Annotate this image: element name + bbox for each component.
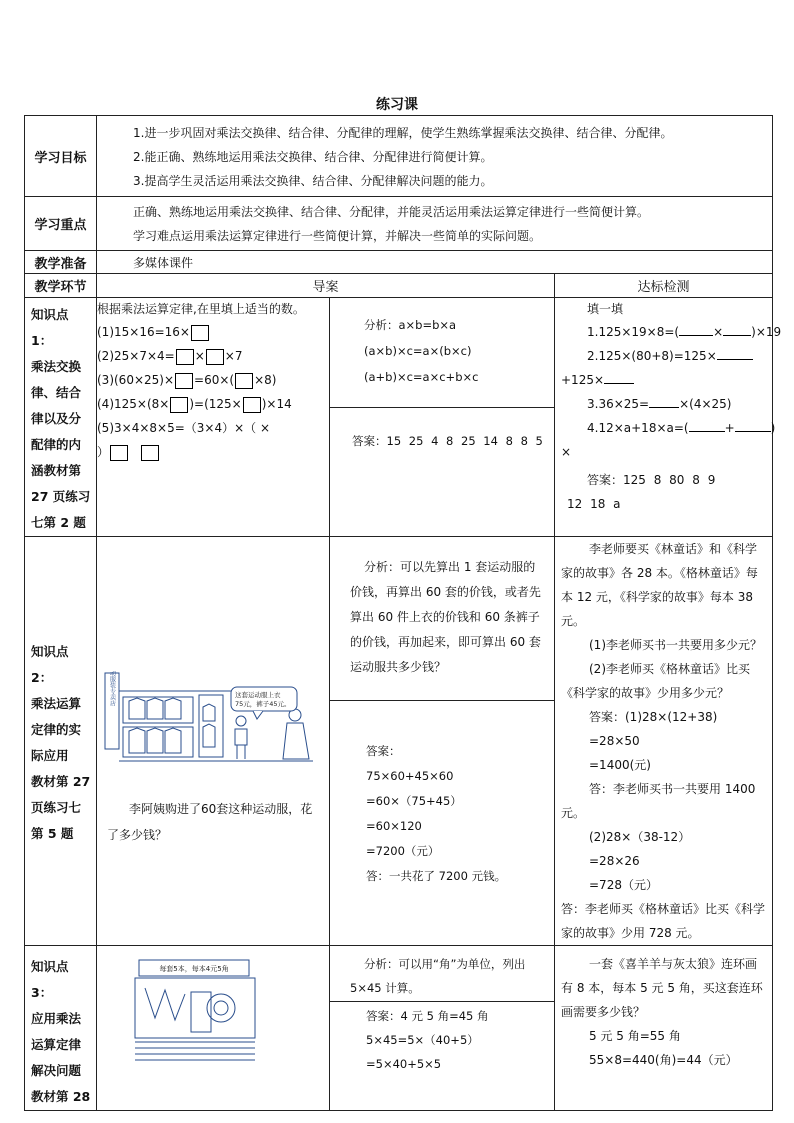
k2-check-answer: 答案：(1)28×(12+38) <box>589 710 718 724</box>
knowledge-point-2 <box>25 537 773 946</box>
page-title: 练习课 <box>376 97 418 113</box>
focus-label: 学习重点 <box>25 197 97 251</box>
k2-analysis: 分析：可以先算出 1 套运动服的价钱，再算出 60 套的价钱，或者先算出 60 件上衣的价钱和 60 条裤子的价钱，再加起来，即可算出 60 套运动服共多少钱？ <box>330 537 554 701</box>
k3-guide <box>330 946 555 1111</box>
k2-exercise <box>97 537 330 946</box>
k3-analysis: 分析：可以用“角”为单位，列出 5×45 计算。 <box>330 946 554 1002</box>
k3-check-answer: 5 元 5 角=55 角 <box>589 1029 681 1043</box>
k1-check: 填一填 1.125×19×8=( × )×19 2.125×(80+8)=125× +125× 3.36×25= ×(4×25) 4.12×a+18×a=( + ) × 答案：125 8 80 8 9 12 18 a <box>555 298 773 537</box>
prep-row <box>25 251 773 274</box>
k3-answer: 答案：4 元 5 角=45 角 5×45=5×（40+5） =5×40+5×5 <box>366 1009 489 1071</box>
shop-sign: 运动服装专卖店 <box>108 670 116 706</box>
k2-question: 李阿姨购进了60套这种运动服，花了多少钱？ <box>107 801 313 842</box>
answer-box[interactable] <box>176 349 194 365</box>
sports-shop-image <box>103 671 321 767</box>
answer-box[interactable] <box>141 445 159 461</box>
k1-label: 知识点 1： 乘法交换 律、结合 律以及分 配律的内 涵教材第 27 页练习 七第 2 题 <box>25 298 97 537</box>
k1-guide: 分析：a×b=b×a (a×b)×c=a×(b×c) (a+b)×c=a×c+b×c 答案：15 25 4 8 25 14 8 8 5 <box>330 298 555 537</box>
lesson-table <box>24 115 782 1111</box>
focus-row <box>25 197 773 251</box>
header-check: 达标检测 <box>555 274 773 298</box>
goal-item-2: 2.能正确、熟练地运用乘法交换律、结合律、分配律进行简便计算。 <box>133 150 493 164</box>
k1-exercise: 根据乘法运算定律,在里填上适当的数。 (1)15×16=16× (2)25×7×4= × ×7 (3)(60×25)× =60×( ×8) (4)125×(8× )=(125× )×14 (5)3×4×8×5=（3×4）×（ × ） <box>97 298 330 537</box>
k3-exercise <box>97 946 330 1111</box>
answer-box[interactable] <box>235 373 253 389</box>
prep-label: 教学准备 <box>25 251 97 274</box>
comic-stand-image <box>131 952 261 1064</box>
answer-box[interactable] <box>110 445 128 461</box>
check-title: 填一填 <box>587 302 624 316</box>
knowledge-point-1 <box>25 298 773 537</box>
knowledge-point-3 <box>25 946 773 1111</box>
k1-intro: 根据乘法运算定律,在里填上适当的数。 <box>97 302 305 316</box>
answer-box[interactable] <box>206 349 224 365</box>
bubble-line-1: 这套运动服上衣 <box>235 690 281 699</box>
focus-item-2: 学习难点运用乘法运算定律进行一些简便计算，并解决一些简单的实际问题。 <box>133 228 542 243</box>
k3-check: 一套《喜羊羊与灰太狼》连环画有 8 本，每本 5 元 5 角，买这套连环画需要多少钱？ 5 元 5 角=55 角 55×8=440(角)=44（元） <box>555 946 773 1111</box>
comic-sign: 每套5本，每本4元5角 <box>159 965 229 973</box>
header-guide: 导案 <box>97 274 555 298</box>
header-stage: 教学环节 <box>25 274 97 298</box>
k2-check-text: 李老师要买《林童话》和《科学家的故事》各 28 本。《格林童话》每本 12 元，《科学家的故事》每本 38 元。 <box>561 542 758 628</box>
k2-answer: 答案： 75×60+45×60 =60×（75+45） =60×120 =7200（元） 答：一共花了 7200 元钱。 <box>366 744 507 883</box>
goal-item-3: 3.提高学生灵活运用乘法交换律、结合律、分配律解决问题的能力。 <box>133 174 493 188</box>
goal-item-1: 1.进一步巩固对乘法交换律、结合律、分配律的理解，使学生熟练掌握乘法交换律、结合律、分配律。 <box>133 126 673 140</box>
answer-box[interactable] <box>175 373 193 389</box>
prep-value: 多媒体课件 <box>97 251 773 274</box>
k1-answer: 答案：15 25 4 8 25 14 8 8 5 <box>352 434 543 448</box>
goal-row <box>25 116 773 197</box>
k2-check: 李老师要买《林童话》和《科学家的故事》各 28 本。《格林童话》每本 12 元，《科学家的故事》每本 38 元。 (1)李老师买书一共要用多少元？ (2)李老师买《格林童话》比买《科学家的故事》少用多少元？ 答案：(1)28×(12+38) =28×50 =1400(元) 答：李老师买书一共要用 1400 元。 (2)28×（38-12） =28×26 =728（元） 答：李老师买《格林童话》比买《科学家的故事》少用 728 元。 <box>555 537 773 946</box>
k2-guide <box>330 537 555 946</box>
k1-analysis: 分析：a×b=b×a <box>364 318 457 332</box>
answer-box[interactable] <box>243 397 261 413</box>
goal-label: 学习目标 <box>25 116 97 197</box>
answer-box[interactable] <box>170 397 188 413</box>
k2-label: 知识点 2： 乘法运算 定律的实 际应用 教材第 27 页练习七 第 5 题 <box>25 537 97 946</box>
shop-illustration <box>103 671 323 770</box>
k3-check-text: 一套《喜羊羊与灰太狼》连环画有 8 本，每本 5 元 5 角，买这套连环画需要多少钱？ <box>561 957 763 1019</box>
bubble-line-2: 75元，裤子45元。 <box>235 699 291 708</box>
focus-item-1: 正确、熟练地运用乘法交换律、结合律、分配律，并能灵活运用乘法运算定律进行一些简便计算。 <box>133 204 650 219</box>
header-row <box>25 274 773 298</box>
k3-label: 知识点 3： 应用乘法 运算定律 解决问题 教材第 28 <box>25 946 97 1111</box>
answer-box[interactable] <box>191 325 209 341</box>
